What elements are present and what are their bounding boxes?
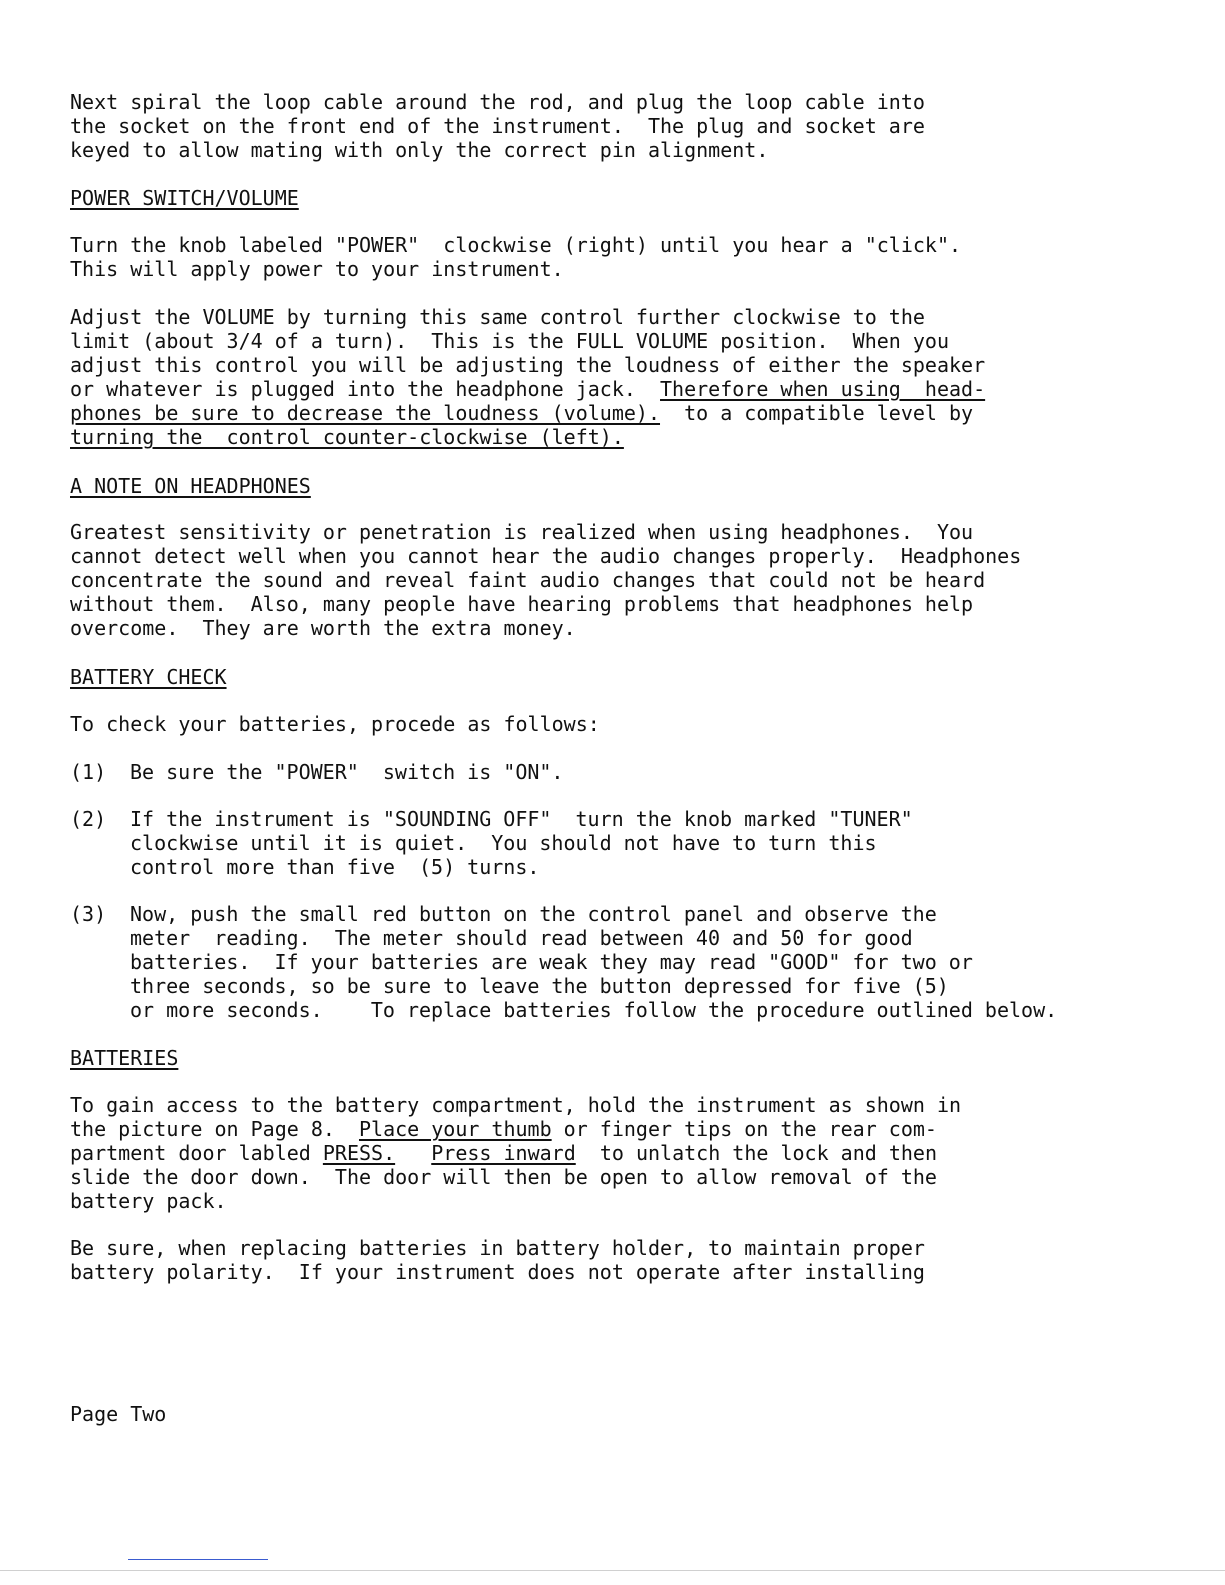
volume-line-5-underlined: phones be sure to decrease the loudness (volume).: [70, 401, 661, 425]
intro-paragraph: [70, 90, 925, 162]
volume-line-3: adjust this control you will be adjusting the loudness of either the speaker: [70, 353, 986, 377]
battery-check-intro: To check your batteries, procede as follows:: [70, 712, 600, 736]
batteries-p1-line-2-underlined: Place your thumb: [358, 1117, 552, 1141]
volume-line-6-underlined: turning the control counter-clockwise (left).: [70, 425, 624, 449]
battery-check-item-1-number: (1): [70, 760, 107, 784]
battery-check-item-3-number: (3): [70, 902, 107, 926]
battery-check-item-1-text: [130, 760, 563, 784]
batteries-p1-line-5: battery pack.: [70, 1189, 227, 1213]
volume-line-1: Adjust the VOLUME by turning this same control further clockwise to the: [70, 305, 925, 329]
headphones-line-5: overcome. They are worth the extra money.: [70, 616, 576, 640]
batteries-paragraph-2: [70, 1236, 925, 1284]
intro-line-3: keyed to allow mating with only the correct pin alignment.: [70, 138, 769, 162]
batteries-p1-line-3-gap: [395, 1141, 431, 1165]
item-3-line-5: or more seconds. To replace batteries follow the procedure outlined below.: [130, 998, 1058, 1022]
batteries-p2-line-2: battery polarity. If your instrument does not operate after installing: [70, 1260, 925, 1284]
item-2-line-2: clockwise until it is quiet. You should not have to turn this: [130, 831, 877, 855]
batteries-p1-line-3-press: PRESS.: [322, 1141, 396, 1165]
battery-check-item-2-number: (2): [70, 807, 107, 831]
batteries-paragraph-1: [70, 1093, 961, 1213]
batteries-p1-line-2b: or finger tips on the rear com-: [551, 1117, 937, 1141]
item-3-line-2: meter reading. The meter should read between 40 and 50 for good: [130, 926, 913, 950]
power-p1-line-1: Turn the knob labeled "POWER" clockwise (right) until you hear a "click".: [70, 233, 962, 257]
item-3-line-3: batteries. If your batteries are weak they may read "GOOD" for two or: [130, 950, 973, 974]
headphones-paragraph: [70, 520, 1021, 640]
headphones-heading: A NOTE ON HEADPHONES: [70, 474, 311, 498]
batteries-p1-line-1: To gain access to the battery compartment, hold the instrument as shown in: [70, 1093, 962, 1117]
volume-paragraph: [70, 305, 985, 449]
headphones-line-4: without them. Also, many people have hearing problems that headphones help: [70, 592, 974, 616]
intro-line-2: the socket on the front end of the instrument. The plug and socket are: [70, 114, 925, 138]
page-bottom-edge: [0, 1570, 1225, 1571]
batteries-p1-line-2a: the picture on Page 8.: [70, 1117, 359, 1141]
headphones-line-1: Greatest sensitivity or penetration is realized when using headphones. You: [70, 520, 974, 544]
item-2-line-1: If the instrument is "SOUNDING OFF" turn the knob marked "TUNER": [130, 807, 913, 831]
page-number-label: Page Two: [70, 1402, 167, 1426]
scan-edge-mark: [128, 1559, 268, 1560]
batteries-p1-line-3b: to unlatch the lock and then: [575, 1141, 937, 1165]
volume-line-4: or whatever is plugged into the headphone jack.: [70, 377, 661, 401]
batteries-p1-line-4: slide the door down. The door will then be open to allow removal of the: [70, 1165, 937, 1189]
intro-line-1: Next spiral the loop cable around the rod, and plug the loop cable into: [70, 90, 925, 114]
volume-line-2: limit (about 3/4 of a turn). This is the FULL VOLUME position. When you: [70, 329, 949, 353]
volume-line-5: to a compatible level by: [660, 401, 974, 425]
batteries-heading: BATTERIES: [70, 1046, 179, 1070]
item-1-line-1: Be sure the "POWER" switch is "ON".: [130, 760, 564, 784]
battery-check-item-3-text: [130, 902, 1057, 1022]
batteries-p1-line-3-press-inward: Press inward: [431, 1141, 576, 1165]
item-2-line-3: control more than five (5) turns.: [130, 855, 540, 879]
power-p1-line-2: This will apply power to your instrument.: [70, 257, 564, 281]
batteries-p2-line-1: Be sure, when replacing batteries in battery holder, to maintain proper: [70, 1236, 925, 1260]
battery-check-heading: BATTERY CHECK: [70, 665, 227, 689]
headphones-line-2: cannot detect well when you cannot hear the audio changes properly. Headphones: [70, 544, 1022, 568]
power-switch-heading: POWER SWITCH/VOLUME: [70, 186, 299, 210]
batteries-p1-line-3a: partment door labled: [70, 1141, 323, 1165]
item-3-line-1: Now, push the small red button on the control panel and observe the: [130, 902, 937, 926]
item-3-line-4: three seconds, so be sure to leave the button depressed for five (5): [130, 974, 949, 998]
headphones-line-3: concentrate the sound and reveal faint audio changes that could not be heard: [70, 568, 986, 592]
volume-line-4-underlined: Therefore when using head-: [660, 377, 986, 401]
battery-check-item-2-text: [130, 807, 913, 879]
power-paragraph-1: [70, 233, 961, 281]
